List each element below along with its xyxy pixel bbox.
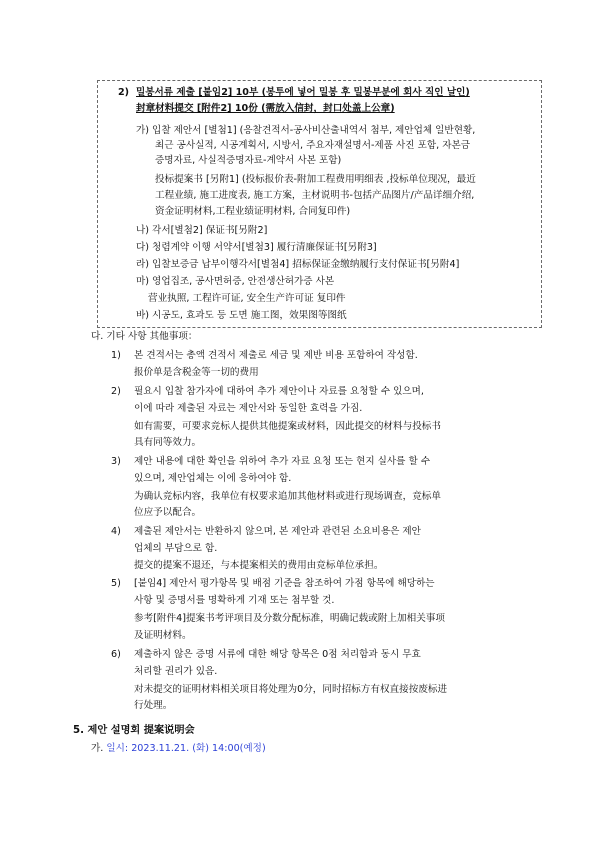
other-item-6-number: 6) — [111, 649, 121, 660]
ga-chinese-3: 资金证明材料,工程业绩证明材料, 合同复印件) — [155, 206, 351, 217]
other-item-3-number: 3) — [111, 456, 121, 467]
section5-item-prefix: 가. — [91, 743, 107, 754]
section5-item — [91, 742, 266, 756]
other-item-1-line-2: 报价单是含税金等一切的费用 — [134, 367, 259, 378]
other-item-6-line-1: 제출하지 않은 증명 서류에 대한 해당 항목은 0점 처리함과 동시 무효 — [134, 649, 421, 660]
item2-korean: 밀봉서류 제출 [붙임2] 10부 (봉투에 넣어 밀봉 후 밀봉부분에 회사 직인 날인) — [136, 87, 470, 98]
other-item-2-line-2: 이에 따라 제출된 자료는 제안서와 동일한 효력을 가짐. — [134, 403, 363, 414]
other-item-1-number: 1) — [111, 350, 121, 361]
other-item-3-line-3: 为确认竞标内容，我单位有权要求追加其他材料或进行现场调查，竞标单 — [134, 491, 441, 502]
ra-line: 라) 입찰보증금 납부이행각서[별첨4] 招标保证金缴纳履行支付保证书[另附4] — [136, 259, 460, 270]
briefing-datetime: 일시: 2023.11.21. (화) 14:00(예정) — [106, 743, 266, 754]
item2-chinese: 封章材料提交 [附件2] 10份 (需放入信封，封口处盖上公章) — [136, 103, 395, 114]
section5-heading: 5. 제안 설명회 提案说明会 — [73, 725, 195, 736]
ba-line: 바) 시공도, 효과도 등 도면 施工图，效果图等图纸 — [136, 310, 347, 321]
ga-chinese-1: 投标提案书 [另附1] (投标报价表-附加工程费用明细表 ,投标单位现况，最近 — [155, 174, 476, 185]
other-item-4-line-2: 업체의 부담으로 함. — [134, 543, 218, 554]
ga-chinese-2: 工程业绩, 施工进度表, 施工方案，主材说明书-包括产品图片/产品详细介绍, — [155, 190, 475, 201]
other-item-2-number: 2) — [111, 386, 121, 397]
ma-chinese: 营业执照, 工程许可证, 安全生产许可证 复印件 — [148, 293, 346, 304]
other-item-6-line-3: 对未提交的证明材料相关项目将处理为0分，同时招标方有权直接按废标进 — [134, 684, 448, 695]
other-item-5-number: 5) — [111, 578, 121, 589]
other-item-2-line-4: 具有同等效力。 — [134, 437, 202, 448]
other-item-4-line-1: 제출된 제안서는 반환하지 않으며, 본 제안과 관련된 소요비용은 제안 — [134, 526, 421, 537]
submission-box — [97, 80, 542, 328]
other-item-3-line-4: 位应予以配合。 — [134, 507, 202, 518]
other-item-5-line-4: 及证明材料。 — [134, 630, 192, 641]
other-item-6-line-2: 처리할 권리가 있음. — [134, 666, 218, 677]
ga-korean-2: 최근 공사실적, 시공계획서, 시방서, 주요자재설명서-제품 사진 포함, 자본금 — [155, 140, 471, 151]
other-item-2-line-1: 필요시 입찰 참가자에 대하여 추가 제안이나 자료를 요청할 수 있으며, — [134, 386, 424, 397]
ma-korean: 마) 영업집조, 공사면허증, 안전생산허가증 사본 — [136, 276, 335, 287]
other-item-4-number: 4) — [111, 526, 121, 537]
other-item-5-line-1: [붙임4] 제안서 평가항목 및 배점 기준을 참조하여 가점 항목에 해당하는 — [134, 578, 435, 589]
other-item-1-line-1: 본 견적서는 총액 견적서 제출로 세금 및 제반 비용 포함하여 작성함. — [134, 350, 418, 361]
na-line: 나) 각서[별첨2] 保证书[另附2] — [136, 225, 268, 236]
other-item-5-line-3: 参考[附件4]提案书考评项目及分数分配标准，明确记载或附上加相关事项 — [134, 613, 445, 624]
item2-number: 2) — [118, 87, 130, 98]
other-item-3-line-1: 제안 내용에 대한 확인을 위하여 추가 자료 요청 또는 현지 실사를 할 수 — [134, 456, 431, 467]
ga-korean-3: 증명자료, 사실적증명자료-계약서 사본 포함) — [155, 155, 342, 166]
other-item-2-line-3: 如有需要，可要求竞标人提供其他提案或材料，因此提交的材料与投标书 — [134, 421, 441, 432]
other-item-3-line-2: 있으며, 제안업체는 이에 응하여야 함. — [134, 473, 292, 484]
ga-korean-1: 가) 입찰 제안서 [별첨1] (응찰견적서-공사비산출내역서 첨부, 제안업체 일반현황, — [136, 125, 476, 136]
other-item-4-line-3: 提交的提案不退还，与本提案相关的费用由竞标单位承担。 — [134, 560, 384, 571]
other-item-6-line-4: 行处理。 — [134, 700, 173, 711]
other-item-5-line-2: 사항 및 증명서를 명확하게 기재 또는 첨부할 것. — [134, 595, 335, 606]
da-line: 다) 청렴계약 이행 서약서[별첨3] 履行清廉保证书[另附3] — [136, 242, 377, 253]
other-heading: 다. 기타 사항 其他事项： — [91, 331, 198, 342]
